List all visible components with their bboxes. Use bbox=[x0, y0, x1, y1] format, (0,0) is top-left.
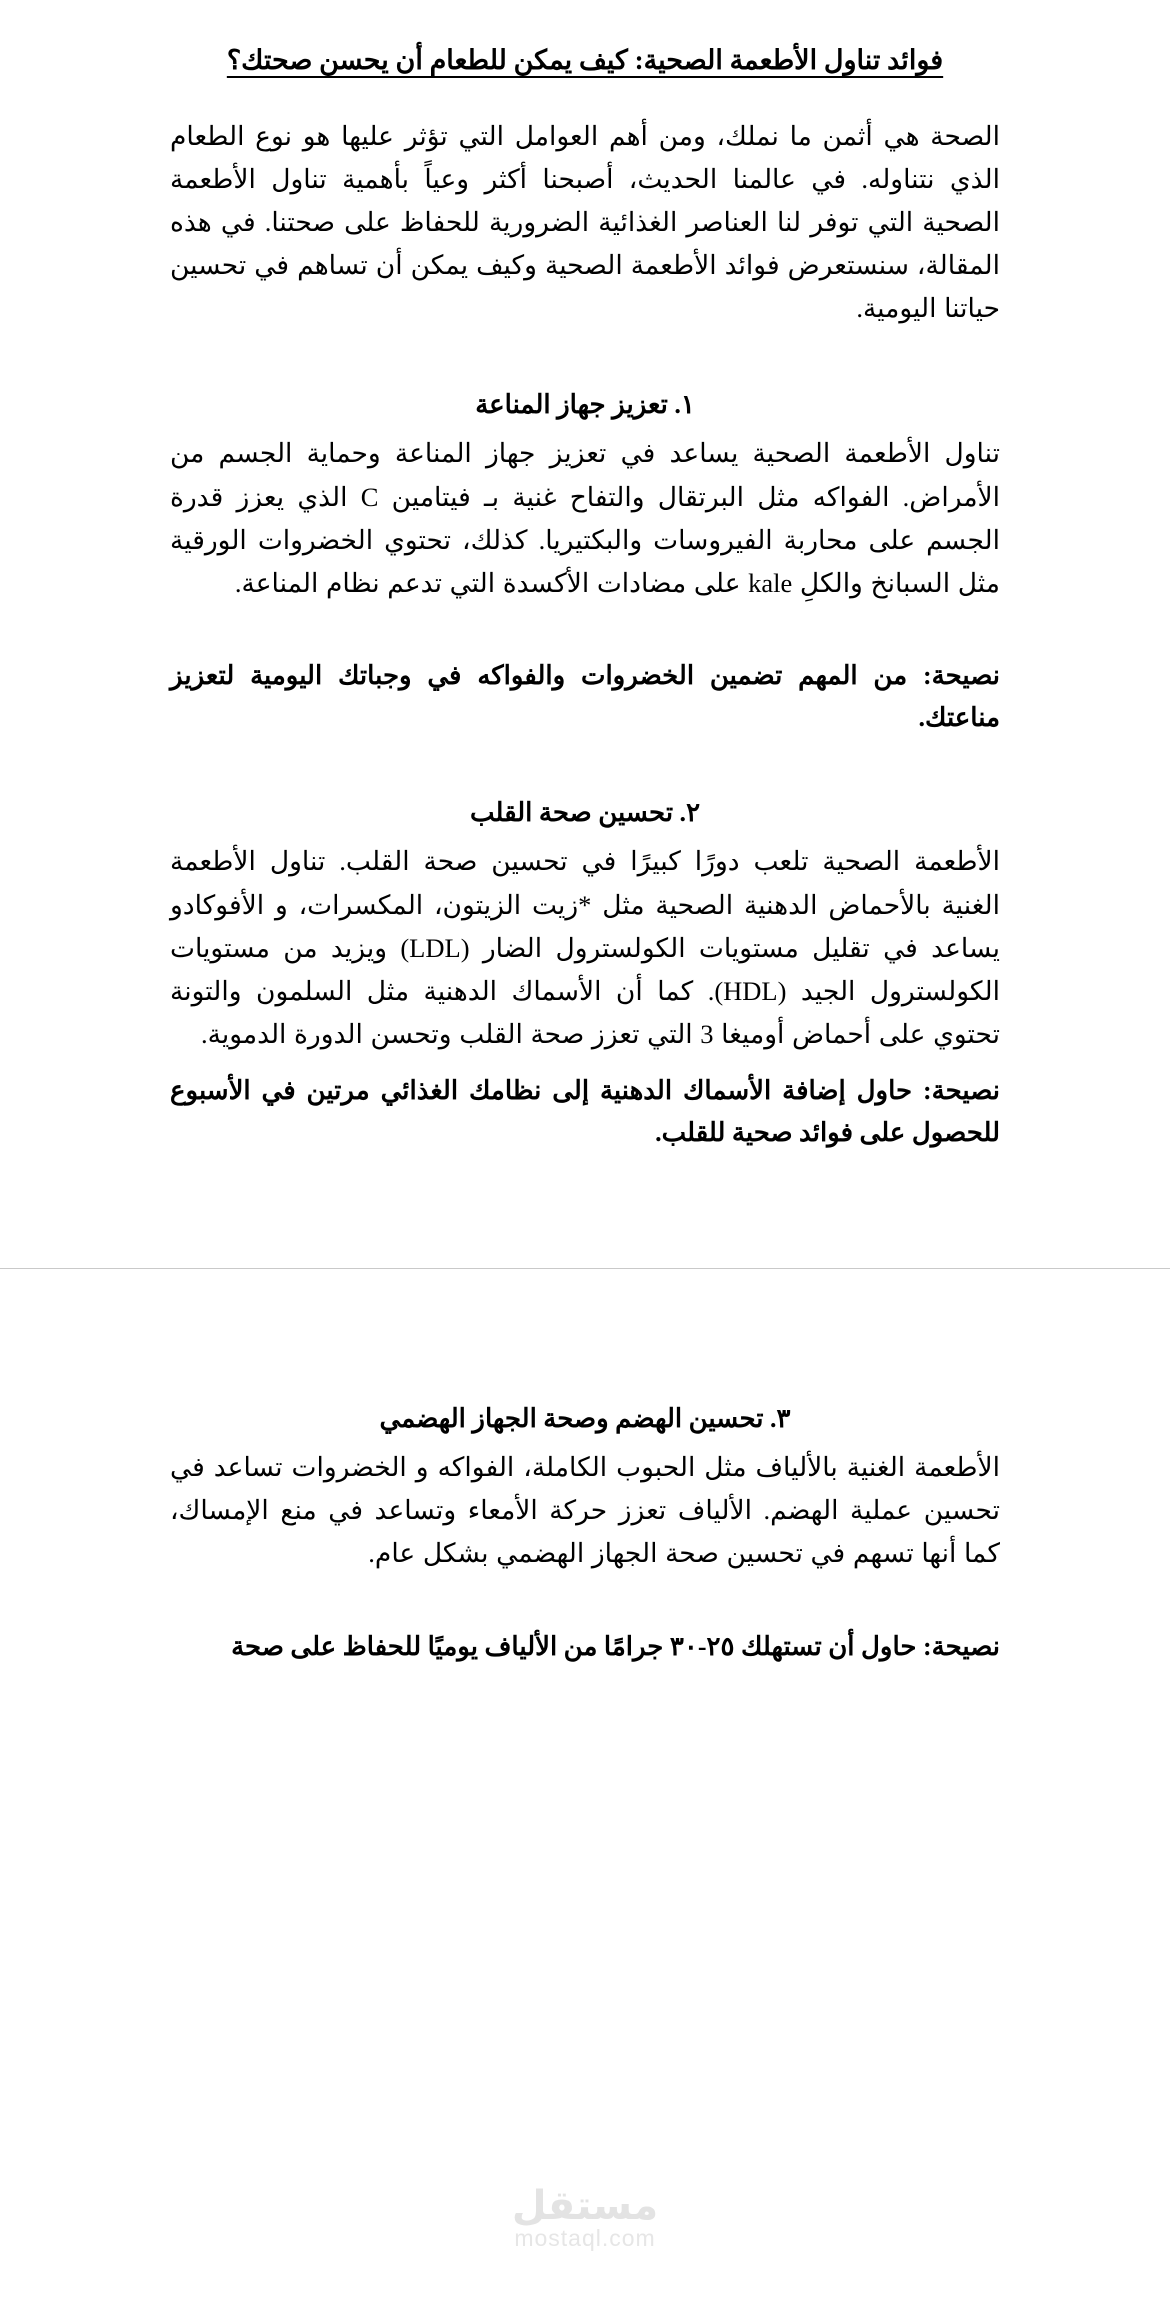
intro-paragraph: الصحة هي أثمن ما نملك، ومن أهم العوامل التي تؤثر عليها هو نوع الطعام الذي نتناوله. في عالمنا الحديث، أصبحنا أكثر وعياً بأهمية تناول الأطعمة الصحية التي توفر لنا العناصر الغذائية الضرورية للحفاظ على صحتنا. في هذه المقالة، سنستعرض فوائد الأطعمة الصحية وكيف يمكن أن تساهم في تحسين حياتنا اليومية. bbox=[170, 120, 1000, 324]
section-3-tip: نصيحة: حاول أن تستهلك ٢٥-٣٠ جرامًا من الألياف يوميًا للحفاظ على صحة bbox=[231, 1631, 1000, 1661]
section-2-tip: نصيحة: حاول إضافة الأسماك الدهنية إلى نظامك الغذائي مرتين في الأسبوع للحصول على فوائد صحية للقلب. bbox=[170, 1076, 1000, 1147]
section-2-heading: ٢. تحسين صحة القلب bbox=[469, 798, 701, 828]
watermark-arabic-text: مستقل bbox=[511, 2183, 659, 2229]
spacer bbox=[170, 81, 1000, 93]
section-1-tip: نصيحة: من المهم تضمين الخضروات والفواكه في وجباتك اليومية لتعزيز مناعتك. bbox=[170, 661, 1000, 732]
section-3-heading: ٣. تحسين الهضم وصحة الجهاز الهضمي bbox=[379, 1404, 791, 1433]
section-3-tip-wrapper bbox=[170, 1576, 1000, 1668]
page-two bbox=[0, 1269, 1170, 2310]
section-2-tip-wrapper bbox=[170, 1056, 1000, 1153]
section-1-body: تناول الأطعمة الصحية يساعد في تعزيز جهاز المناعة وحماية الجسم من الأمراض. الفواكه مثل البرتقال والتفاح غنية بـ فيتامين C الذي يعزز قدرة الجسم على محاربة الفيروسات والبكتيريا. كذلك، تحتوي الخضروات الورقية مثل السبانخ والكلِ kale على مضادات الأكسدة التي تدعم نظام المناعة. bbox=[170, 438, 1000, 598]
section-1-heading: ١. تعزيز جهاز المناعة bbox=[475, 390, 695, 420]
section-2-body: الأطعمة الصحية تلعب دورًا كبيرًا في تحسين صحة القلب. تناول الأطعمة الغنية بالأحماض الدهنية الصحية مثل *زيت الزيتون، المكسرات، و الأفوكادو يساعد في تقليل مستويات الكولسترول الضار (LDL) ويزيد من مستويات الكولسترول الجيد (HDL). كما أن الأسماك الدهنية مثل السلمون والتونة تحتوي على أحماض أوميغا 3 التي تعزز صحة القلب وتحسن الدورة الدموية. bbox=[170, 846, 1000, 1050]
page-title: فوائد تناول الأطعمة الصحية: كيف يمكن للطعام أن يحسن صحتك؟ bbox=[226, 45, 944, 75]
watermark-latin-text: mostaql.com bbox=[514, 2225, 656, 2251]
section-3-body: الأطعمة الغنية بالألياف مثل الحبوب الكاملة، الفواكه و الخضروات تساعد في تحسين عملية الهضم. الألياف تعزز حركة الأمعاء وتساعد في منع الإمساك، كما أنها تسهم في تحسين صحة الجهاز الهضمي بشكل عام. bbox=[170, 1452, 1000, 1569]
section-1-tip-wrapper bbox=[170, 605, 1000, 738]
